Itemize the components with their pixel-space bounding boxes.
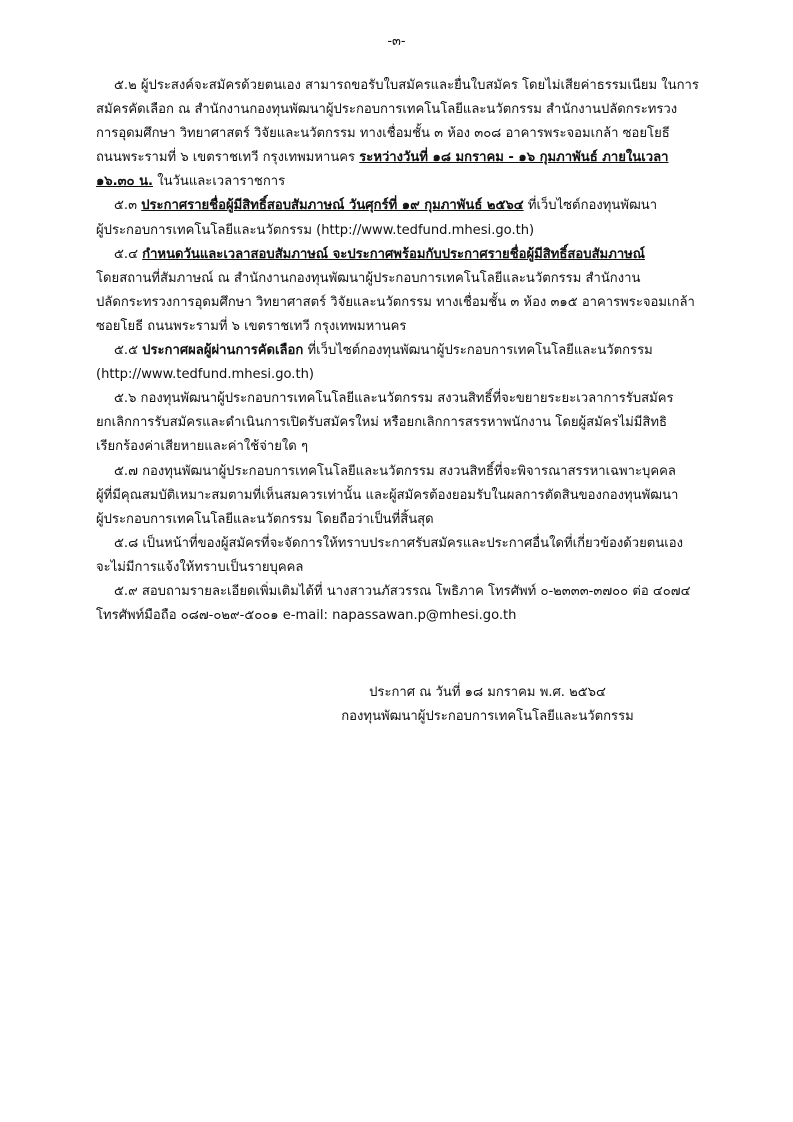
application-period: ระหว่างวันที่ ๑๘ มกราคม - ๑๖ กุมภาพันธ์ ภายในเวลา	[359, 150, 669, 166]
item-5-6-line-2: ยกเลิกการรับสมัครและดำเนินการเปิดรับสมัครใหม่ หรือยกเลิกการสรรหาพนักงาน โดยผู้สมัครไม่มีสิทธิ	[96, 415, 668, 431]
address-text: ถนนพระรามที่ ๖ เขตราชเทวี กรุงเทพมหานคร	[96, 150, 360, 166]
item-5-8	[96, 532, 700, 580]
document-body	[96, 74, 700, 628]
item-5-6-line-1: ๕.๖ กองทุนพัฒนาผู้ประกอบการเทคโนโลยีและนวัตกรรม สงวนสิทธิ์ที่จะขยายระยะเวลาการรับสมัคร	[114, 391, 674, 407]
item-5-6-line-3: เรียกร้องค่าเสียหายและค่าใช้จ่ายใด ๆ	[96, 439, 308, 455]
application-deadline-time: ๑๖.๓๐ น.	[96, 174, 154, 190]
announcement-date: ประกาศ ณ วันที่ ๑๘ มกราคม พ.ศ. ๒๕๖๔	[369, 685, 606, 700]
item-5-2-line-1: ๕.๒ ผู้ประสงค์จะสมัครด้วยตนเอง สามารถขอรับใบสมัครและยื่นใบสมัคร โดยไม่เสียค่าธรรมเนียม ในการ	[114, 78, 699, 93]
item-5-9-line-2: โทรศัพท์มือถือ ๐๘๗-๐๒๙-๕๐๐๑ e-mail: napassawan.p@mhesi.go.th	[96, 608, 517, 624]
page-number: -๓-	[387, 34, 406, 49]
item-5-4-line-4: ซอยโยธี ถนนพระรามที่ ๖ เขตราชเทวี กรุงเทพมหานคร	[96, 318, 407, 334]
item-5-5-line-2: (http://www.tedfund.mhesi.go.th)	[96, 367, 315, 383]
result-announcement: ประกาศผลผู้ผ่านการคัดเลือก	[142, 343, 304, 359]
item-5-2-line-3: การอุดมศึกษา วิทยาศาสตร์ วิจัยและนวัตกรรม ทางเชื่อมชั้น ๓ ห้อง ๓๐๘ อาคารพระจอมเกล้า ซอยโยธี	[96, 126, 670, 142]
item-5-9-line-1: ๕.๙ สอบถามรายละเอียดเพิ่มเติมได้ที่ นางสาวนภัสวรรณ โพธิภาค โทรศัพท์ ๐-๒๓๓๓-๓๗๐๐ ต่อ ๔๐๗๔	[114, 583, 691, 599]
item-5-3-tail: ที่เว็บไซต์กองทุนพัฒนา	[523, 198, 658, 214]
item-5-2-line-4	[96, 146, 700, 170]
item-5-3-line-1	[96, 194, 700, 218]
item-5-4-line-2: โดยสถานที่สัมภาษณ์ ณ สำนักงานกองทุนพัฒนาผู้ประกอบการเทคโนโลยีและนวัตกรรม สำนักงาน	[96, 270, 641, 286]
item-5-8-line-1: ๕.๘ เป็นหน้าที่ของผู้สมัครที่จะจัดการให้ทราบประกาศรับสมัครและประกาศอื่นใดที่เกี่ยวข้องด้วยตนเอง	[114, 535, 683, 551]
item-5-8-line-2: จะไม่มีการแจ้งให้ทราบเป็นรายบุคคล	[96, 559, 304, 575]
item-5-6	[96, 387, 700, 459]
item-number: ๕.๓	[114, 198, 142, 214]
item-number: ๕.๕	[114, 343, 143, 359]
item-5-4	[96, 243, 700, 339]
item-5-2	[96, 74, 700, 194]
item-5-7	[96, 460, 700, 532]
office-hours-text: ในวันและเวลาราชการ	[153, 174, 286, 190]
item-5-2-line-5	[96, 170, 700, 194]
item-5-7-line-3: ผู้ประกอบการเทคโนโลยีและนวัตกรรม โดยถือว่าเป็นที่สิ้นสุด	[96, 511, 434, 527]
issuing-organization: กองทุนพัฒนาผู้ประกอบการเทคโนโลยีและนวัตกรรม	[341, 709, 634, 724]
item-5-7-line-2: ผู้ที่มีคุณสมบัติเหมาะสมตามที่เห็นสมควรเท่านั้น และผู้สมัครต้องยอมรับในผลการตัดสินของกองทุนพัฒนา	[96, 487, 679, 503]
item-5-5-tail: ที่เว็บไซต์กองทุนพัฒนาผู้ประกอบการเทคโนโลยีและนวัตกรรม	[303, 343, 653, 359]
item-5-4-line-1	[96, 243, 700, 267]
item-5-7-line-1: ๕.๗ กองทุนพัฒนาผู้ประกอบการเทคโนโลยีและนวัตกรรม สงวนสิทธิ์ที่จะพิจารณาสรรหาเฉพาะบุคคล	[114, 463, 676, 479]
item-5-5	[96, 339, 700, 387]
item-5-4-line-3: ปลัดกระทรวงการอุดมศึกษา วิทยาศาสตร์ วิจัยและนวัตกรรม ทางเชื่อมชั้น ๓ ห้อง ๓๑๕ อาคารพระจอมเกล้า	[96, 294, 695, 310]
item-5-2-line-2: สมัครคัดเลือก ณ สำนักงานกองทุนพัฒนาผู้ประกอบการเทคโนโลยีและนวัตกรรม สำนักงานปลัดกระทรวง	[96, 102, 678, 118]
interview-schedule-heading: กำหนดวันและเวลาสอบสัมภาษณ์ จะประกาศพร้อมกับประกาศรายชื่อผู้มีสิทธิ์สอบสัมภาษณ์	[142, 246, 645, 262]
item-5-5-line-1	[96, 339, 700, 363]
interview-list-announcement: ประกาศรายชื่อผู้มีสิทธิ์สอบสัมภาษณ์ วันศุกร์ที่ ๑๙ กุมภาพันธ์ ๒๕๖๔	[141, 198, 524, 214]
item-number: ๕.๔	[114, 246, 143, 262]
signature-block	[300, 681, 675, 729]
item-5-9	[96, 580, 700, 628]
item-5-3-line-2: ผู้ประกอบการเทคโนโลยีและนวัตกรรม (http://www.tedfund.mhesi.go.th)	[96, 222, 535, 238]
item-5-3	[96, 194, 700, 242]
